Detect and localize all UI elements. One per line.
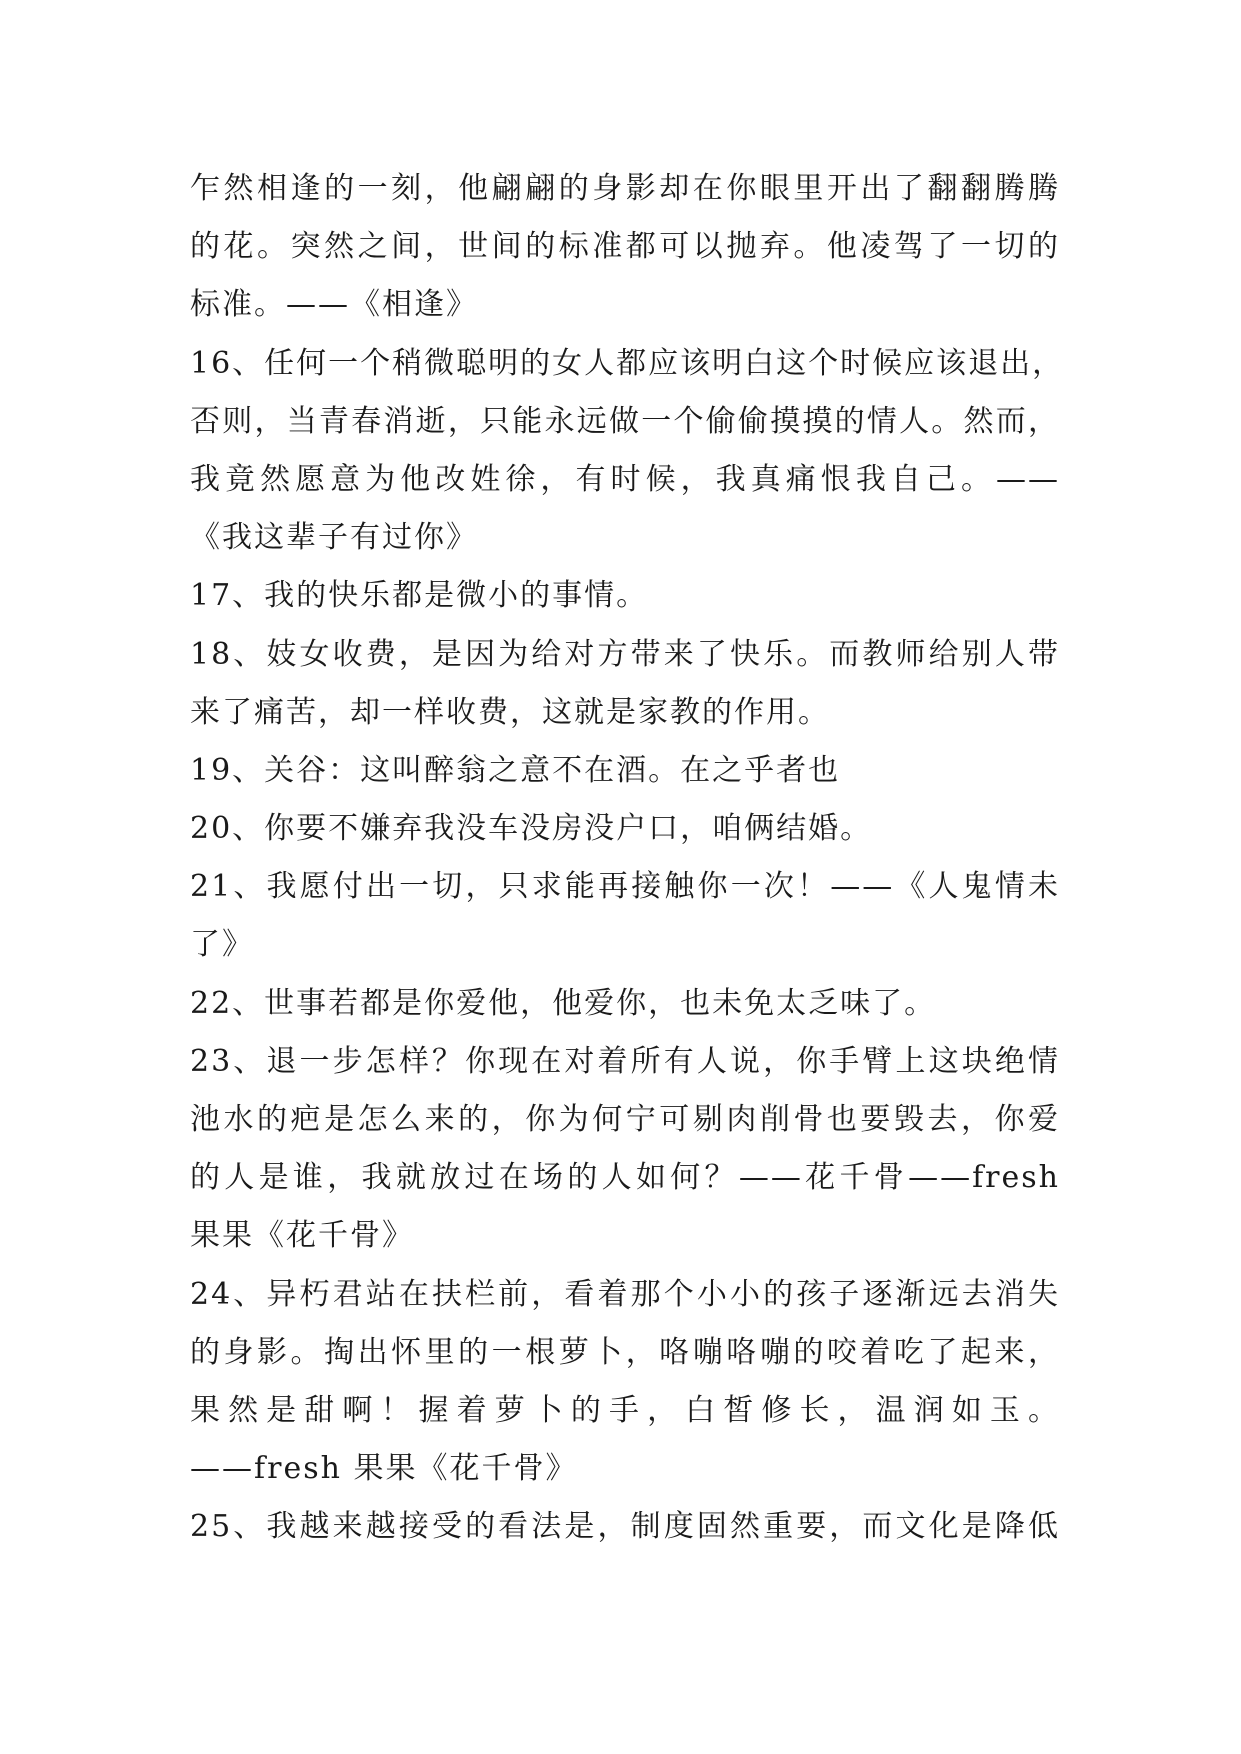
text-line: 18、妓女收费，是因为给对方带来了快乐。而教师给别人带 <box>190 636 1060 672</box>
text-line: 的人是谁，我就放过在场的人如何？——花千骨——fresh <box>190 1160 1060 1196</box>
text-line: 池水的疤是怎么来的，你为何宁可剔肉削骨也要毁去，你爱 <box>190 1102 1060 1137</box>
text-line: 16、任何一个稍微聪明的女人都应该明白这个时候应该退出， <box>190 345 1065 381</box>
body-text <box>190 160 1065 1557</box>
text-line: 否则，当青春消逝，只能永远做一个偷偷摸摸的情人。然而， <box>190 403 1060 439</box>
text-line: 了》 <box>190 927 254 963</box>
text-line: 21、我愿付出一切，只求能再接触你一次！——《人鬼情未 <box>190 869 1060 905</box>
text-line: 23、退一步怎样？你现在对着所有人说，你手臂上这块绝情 <box>190 1043 1060 1079</box>
text-line: 19、关谷：这叫醉翁之意不在酒。在之乎者也 <box>190 752 841 788</box>
text-line: ——fresh 果果《花千骨》 <box>190 1451 578 1487</box>
text-line: 果果《花千骨》 <box>190 1218 414 1254</box>
text-line: 24、异朽君站在扶栏前，看着那个小小的孩子逐渐远去消失 <box>190 1276 1060 1312</box>
text-line: 来了痛苦，却一样收费，这就是家教的作用。 <box>190 694 830 730</box>
text-line: 的花。突然之间，世间的标准都可以抛弃。他凌驾了一切的 <box>190 229 1060 265</box>
text-line: 22、世事若都是你爱他，他爱你，也未免太乏味了。 <box>190 985 937 1021</box>
text-line: 17、我的快乐都是微小的事情。 <box>190 578 649 614</box>
text-line: 的身影。掏出怀里的一根萝卜，咯嘣咯嘣的咬着吃了起来， <box>190 1334 1060 1370</box>
text-line: 我竟然愿意为他改姓徐，有时候，我真痛恨我自己。—— <box>190 461 1060 497</box>
text-line: 20、你要不嫌弃我没车没房没户口，咱俩结婚。 <box>190 811 873 847</box>
text-line: 果然是甜啊！握着萝卜的手，白皙修长，温润如玉。 <box>190 1392 1060 1428</box>
text-line: 25、我越来越接受的看法是，制度固然重要，而文化是降低 <box>190 1509 1060 1545</box>
text-line: 乍然相逢的一刻，他翩翩的身影却在你眼里开出了翻翻腾腾 <box>190 171 1060 206</box>
text-line: 标准。——《相逢》 <box>190 287 478 323</box>
text-line: 《我这辈子有过你》 <box>190 520 478 556</box>
